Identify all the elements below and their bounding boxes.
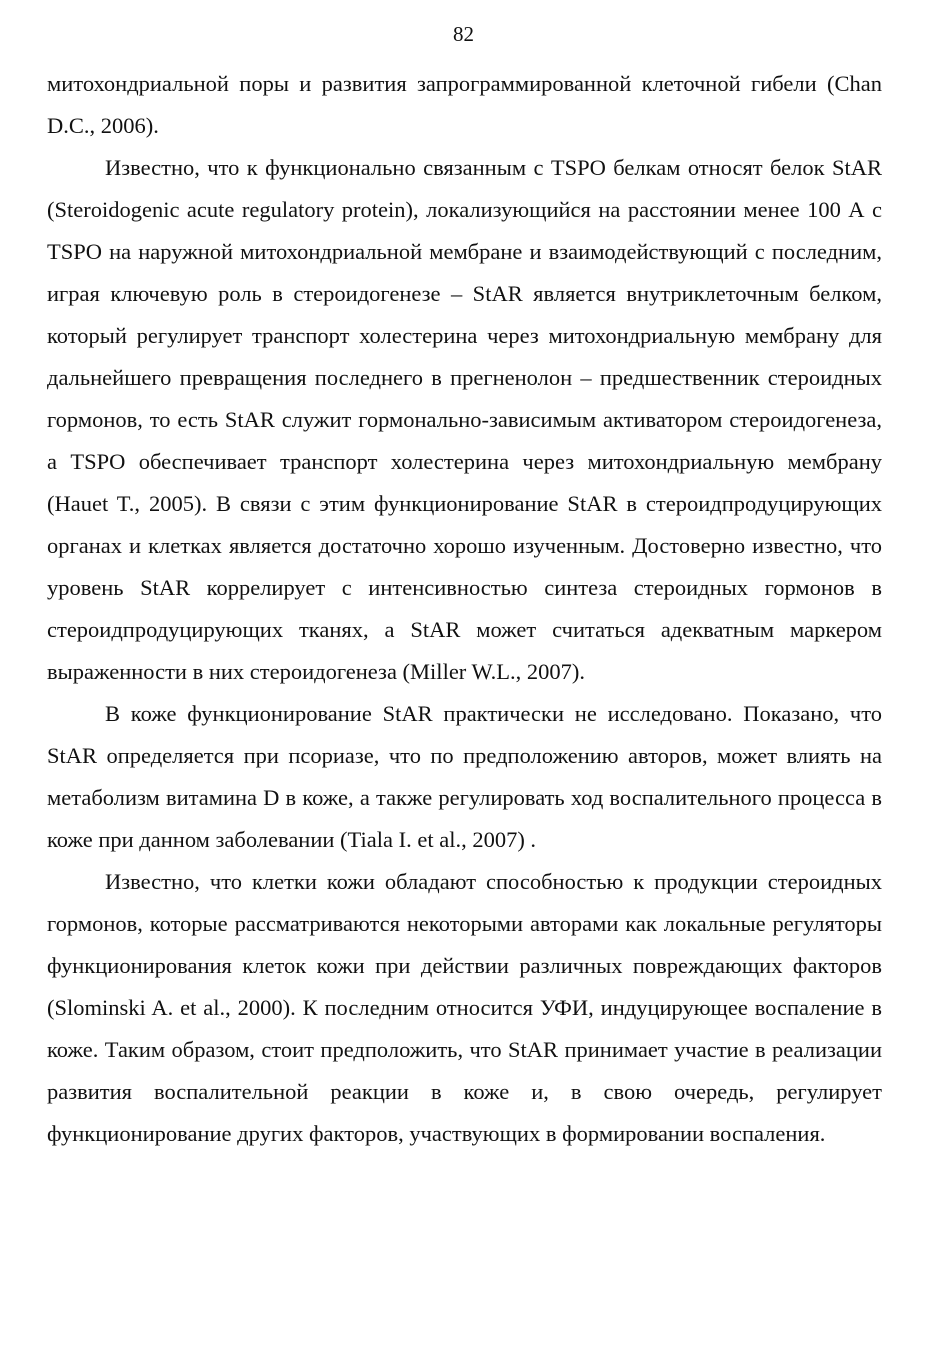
page-number: 82 [453,22,474,46]
paragraph-skin-steroids: Известно, что клетки кожи обладают способностью к продукции стероидных гормонов, которые рассматриваются некоторыми авторами как локальные регуляторы функционирования клеток кожи при действии различных повреждающих факторов (Slominski A. et al., 2000). К последним относится УФИ, индуцирующее воспаление в коже. Таким образом, стоит предположить, что StAR принимает участие в реализации развития воспалительной реакции в коже и, в свою очередь, регулирует функционирование других факторов, участвующих в формировании воспаления. [47,869,882,1146]
page-body [47,63,882,1155]
paragraph-continuation: митохондриальной поры и развития запрограммированной клеточной гибели (Chan D.C., 2006). [47,71,882,138]
paragraph-star-skin: В коже функционирование StAR практически не исследовано. Показано, что StAR определяется при псориазе, что по предположению авторов, может влиять на метаболизм витамина D в коже, а также регулировать ход воспалительного процесса в коже при данном заболевании (Tiala I. et al., 2007) . [47,701,882,852]
paragraph-star-protein: Известно, что к функционально связанным с TSPO белкам относят белок StAR (Steroidogenic acute regulatory protein), локализующийся на расстоянии менее 100 А с TSPO на наружной митохондриальной мембране и взаимодействующий с последним, играя ключевую роль в стероидогенезе – StAR является внутриклеточным белком, который регулирует транспорт холестерина через митохондриальную мембрану для дальнейшего превращения последнего в прегненолон – предшественник стероидных гормонов, то есть StAR служит гормонально-зависимым активатором стероидогенеза, а TSPO обеспечивает транспорт холестерина через митохондриальную мембрану (Hauet T., 2005). В связи с этим функционирование StAR в стероидпродуцирующих органах и клетках является достаточно хорошо изученным. Достоверно известно, что уровень StAR коррелирует с интенсивностью синтеза стероидных гормонов в стероидпродуцирующих тканях, а StAR может считаться адекватным маркером выраженности в них стероидогенеза (Miller W.L., 2007). [47,155,882,684]
